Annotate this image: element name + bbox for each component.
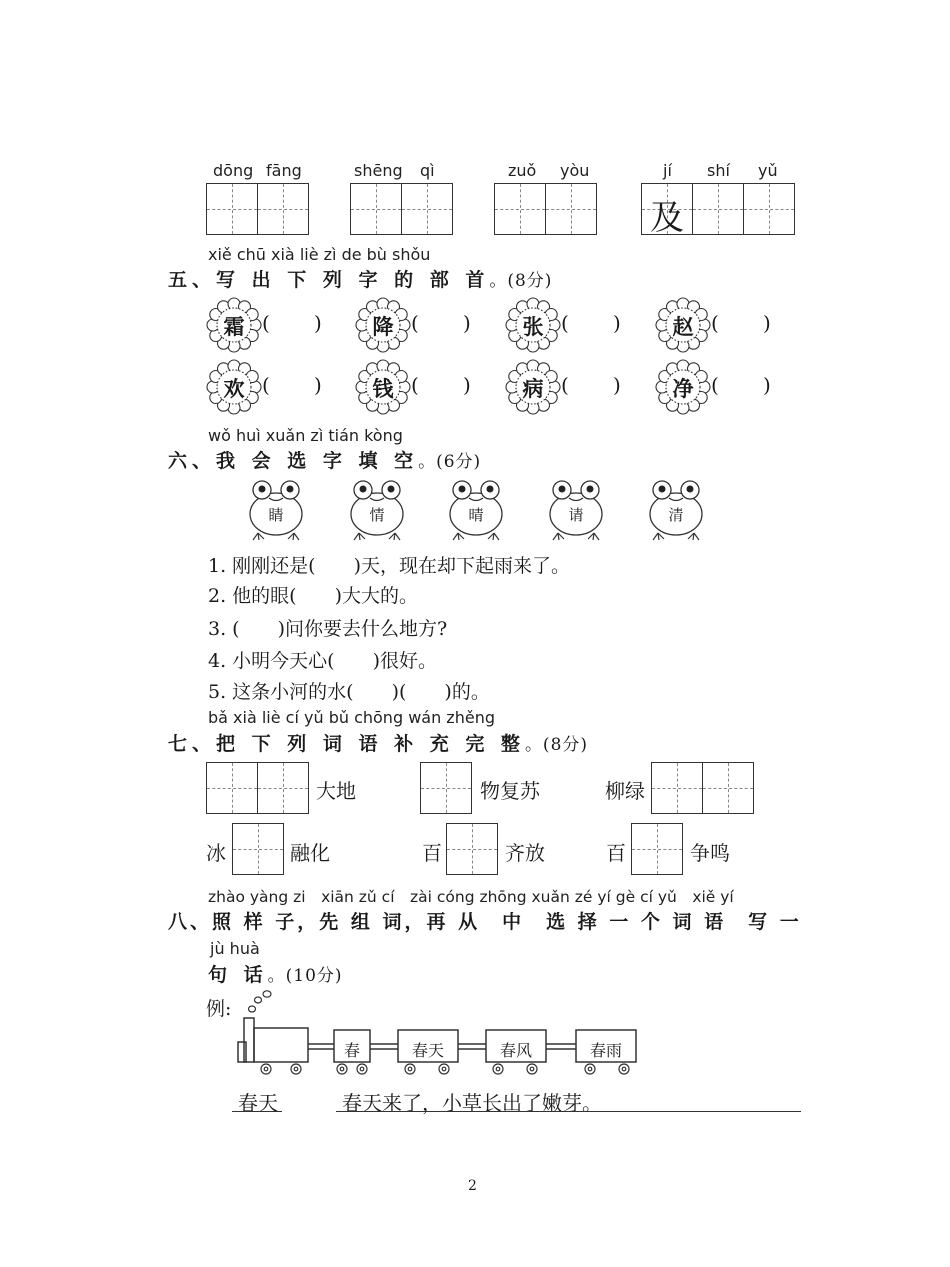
answer-paren-open[interactable]: (: [561, 373, 569, 397]
word-part: 齐放: [505, 841, 545, 865]
pinyin: shí: [707, 161, 730, 180]
answer-paren-close: ): [613, 373, 621, 397]
answer-paren-close: ): [763, 311, 771, 335]
frog-char-label: 清: [668, 506, 684, 524]
example-label: 例:: [206, 998, 232, 1020]
frog-choice: [645, 478, 707, 542]
writing-box[interactable]: [350, 183, 402, 235]
writing-box[interactable]: [257, 762, 309, 814]
writing-box[interactable]: [206, 762, 258, 814]
writing-box[interactable]: [692, 183, 744, 235]
flower-char: [507, 299, 559, 351]
writing-box-filled: 及: [641, 183, 693, 235]
answer-paren-close: ): [763, 373, 771, 397]
train-illustration: [230, 988, 650, 1080]
frog-choice: [445, 478, 507, 542]
frog-char-label: 请: [568, 506, 584, 524]
pinyin: qì: [420, 161, 435, 180]
section-6-heading: 六、我 会 选 字 填 空。(6分): [168, 450, 482, 472]
page-number: 2: [468, 1178, 477, 1194]
writing-box[interactable]: [420, 762, 472, 814]
frog-char-label: 晴: [468, 506, 484, 524]
section-8-pinyin: zhào yàng zi xiān zǔ cí zài cóng zhōng xuǎn zé yí gè cí yǔ xiě yí: [208, 888, 734, 906]
example-sentence: 春天来了，小草长出了嫩芽。: [342, 1091, 602, 1115]
underline: [336, 1111, 801, 1112]
fill-sentence-4[interactable]: 4. 小明今天心( )很好。: [208, 650, 437, 672]
smoke-puff: [263, 991, 271, 997]
fill-sentence-1[interactable]: 1. 刚刚还是( )天，现在却下起雨来了。: [208, 555, 570, 577]
flower-char: [357, 299, 409, 351]
flower-char: [657, 361, 709, 413]
train-car-label: 春风: [499, 1041, 532, 1060]
pinyin: zuǒ: [508, 161, 537, 180]
flower-char: [507, 361, 559, 413]
train-car-label: 春雨: [589, 1041, 622, 1060]
section-5-pinyin: xiě chū xià liè zì de bù shǒu: [208, 245, 431, 264]
word-part: 融化: [290, 841, 330, 865]
frog-char-label: 情: [369, 506, 385, 524]
writing-box[interactable]: [545, 183, 597, 235]
section-8-heading-2: 句 话。(10分): [208, 964, 343, 986]
flower-char-label: 欢: [223, 376, 245, 401]
word-part: 柳绿: [605, 779, 645, 803]
answer-paren-open[interactable]: (: [711, 373, 719, 397]
fill-sentence-2[interactable]: 2. 他的眼( )大大的。: [208, 585, 418, 607]
flower-char: [657, 299, 709, 351]
flower-char: [357, 361, 409, 413]
writing-box[interactable]: [446, 823, 498, 875]
word-part: 大地: [316, 779, 356, 803]
frog-choice: [245, 478, 307, 542]
section-6-pinyin: wǒ huì xuǎn zì tián kòng: [208, 426, 403, 445]
frog-char-label: 睛: [268, 506, 284, 524]
writing-box[interactable]: [206, 183, 258, 235]
fill-sentence-5[interactable]: 5. 这条小河的水( )( )的。: [208, 681, 490, 703]
flower-char-label: 赵: [672, 314, 694, 339]
train-engine: [254, 1028, 308, 1062]
answer-paren-close: ): [314, 373, 322, 397]
writing-box[interactable]: [743, 183, 795, 235]
writing-box[interactable]: [631, 823, 683, 875]
answer-paren-open[interactable]: (: [711, 311, 719, 335]
frog-choice: [346, 478, 408, 542]
underline: [232, 1111, 282, 1112]
writing-box[interactable]: [702, 762, 754, 814]
fill-sentence-3[interactable]: 3. ( )问你要去什么地方?: [208, 618, 448, 640]
answer-paren-close: ): [463, 311, 471, 335]
pinyin: yòu: [560, 161, 590, 180]
section-7-heading: 七、把 下 列 词 语 补 充 完 整。(8分): [168, 733, 589, 755]
flower-char: [208, 361, 260, 413]
word-part: 百: [606, 841, 626, 865]
answer-paren-open[interactable]: (: [411, 311, 419, 335]
answer-paren-close: ): [613, 311, 621, 335]
answer-paren-open[interactable]: (: [561, 311, 569, 335]
answer-paren-open[interactable]: (: [262, 311, 270, 335]
section-8-heading: 八、照 样 子，先 组 词，再 从 中 选 择 一 个 词 语 写 一: [168, 911, 802, 933]
answer-paren-close: ): [463, 373, 471, 397]
smoke-puff: [255, 997, 262, 1003]
flower-char-label: 钱: [372, 376, 394, 401]
train-car-label: 春: [343, 1041, 360, 1060]
flower-char-label: 净: [672, 376, 694, 401]
pinyin: shēng: [354, 161, 403, 180]
section-8-pinyin-2: jù huà: [210, 939, 260, 958]
word-part: 冰: [206, 841, 226, 865]
pinyin: jí: [663, 161, 672, 180]
answer-paren-open[interactable]: (: [262, 373, 270, 397]
pinyin: fāng: [266, 161, 302, 180]
flower-char-label: 病: [522, 376, 544, 401]
section-7-pinyin: bǎ xià liè cí yǔ bǔ chōng wán zhěng: [208, 708, 495, 727]
writing-box[interactable]: [232, 823, 284, 875]
writing-box[interactable]: [651, 762, 703, 814]
writing-box[interactable]: [494, 183, 546, 235]
train-front: [238, 1042, 246, 1062]
writing-box[interactable]: [401, 183, 453, 235]
writing-box[interactable]: [257, 183, 309, 235]
flower-char-label: 张: [522, 314, 544, 339]
answer-paren-close: ): [314, 311, 322, 335]
frog-choice: [545, 478, 607, 542]
example-word: 春天: [238, 1091, 278, 1115]
flower-char-label: 降: [372, 314, 394, 339]
train-car-label: 春天: [411, 1041, 444, 1060]
flower-char: [208, 299, 260, 351]
pinyin: dōng: [213, 161, 254, 180]
answer-paren-open[interactable]: (: [411, 373, 419, 397]
smoke-puff: [249, 1006, 256, 1012]
pinyin: yǔ: [758, 161, 778, 180]
word-part: 百: [422, 841, 442, 865]
section-5-heading: 五、写 出 下 列 字 的 部 首。(8分): [168, 269, 553, 291]
word-part: 争鸣: [690, 841, 730, 865]
word-part: 物复苏: [480, 779, 540, 803]
flower-char-label: 霜: [223, 314, 245, 339]
